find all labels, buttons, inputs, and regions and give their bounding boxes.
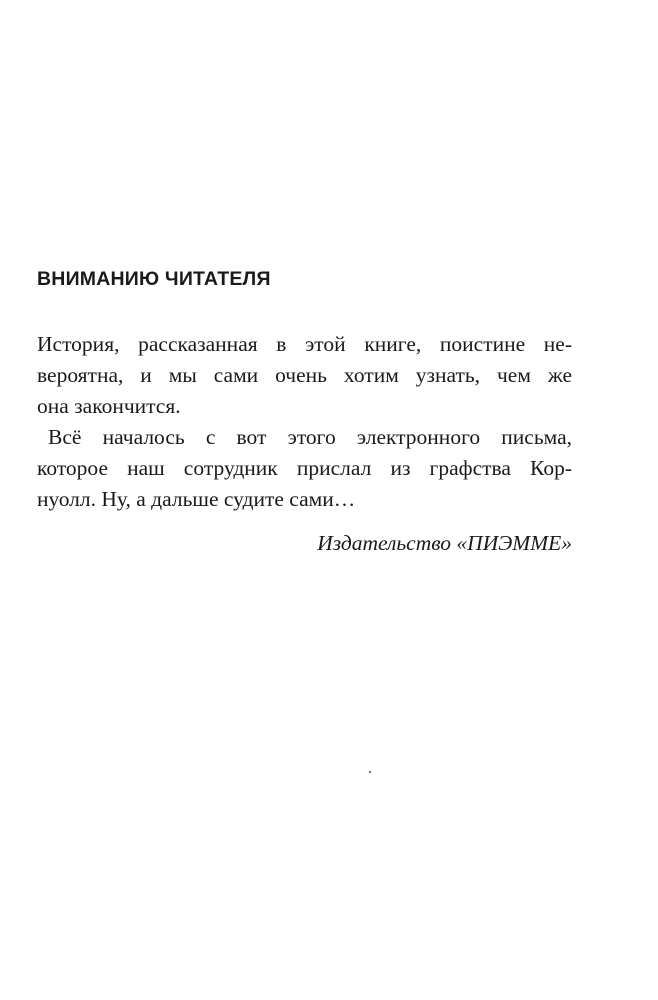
paragraph-line: нуолл. Ну, а дальше судите сами…: [37, 487, 356, 511]
print-speck: [369, 771, 371, 773]
paragraph-2: [37, 422, 572, 515]
paragraph-line: она закончится.: [37, 394, 181, 418]
paragraph-line: История, рассказанная в этой книге, поистине не-: [37, 332, 572, 356]
paragraph-line: вероятна, и мы сами очень хотим узнать, чем же: [37, 363, 572, 387]
paragraph-1: [37, 329, 572, 422]
publisher-signature: Издательство «ПИЭММЕ»: [317, 531, 572, 555]
paragraph-line: Всё началось с вот этого электронного письма,: [48, 425, 572, 449]
page-heading: ВНИМАНИЮ ЧИТАТЕЛЯ: [37, 268, 271, 290]
paragraph-line: которое наш сотрудник прислал из графства Кор-: [37, 456, 572, 480]
